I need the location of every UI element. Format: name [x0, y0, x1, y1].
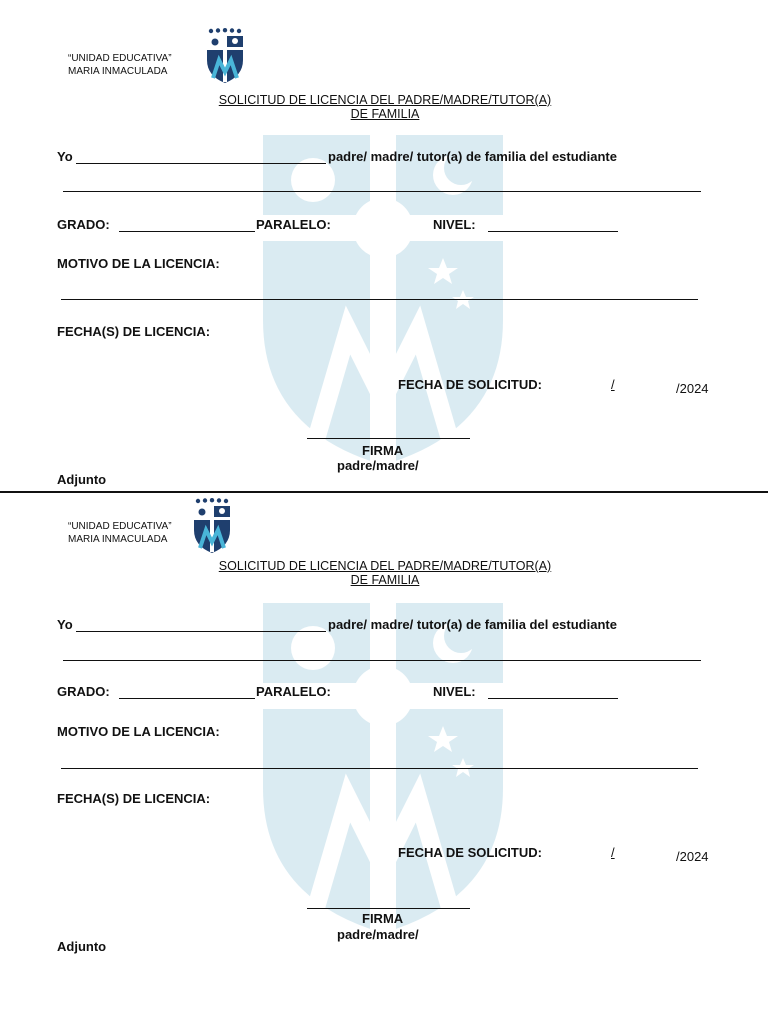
signature-line[interactable] [307, 908, 470, 909]
license-form-2 [0, 468, 768, 958]
nivel-label: NIVEL: [433, 217, 476, 232]
signature-line[interactable] [307, 438, 470, 439]
crest-watermark-icon [258, 130, 508, 470]
parent-phrase: padre/ madre/ tutor(a) de familia del estudiante [328, 149, 617, 164]
fecha-solicitud-label: FECHA DE SOLICITUD: [398, 377, 542, 392]
grado-field[interactable] [119, 698, 255, 699]
form-title-line1: SOLICITUD DE LICENCIA DEL PADRE/MADRE/TUTOR(A) [218, 93, 552, 107]
student-name-field[interactable] [63, 660, 701, 661]
nivel-field[interactable] [488, 698, 618, 699]
grado-label: GRADO: [57, 684, 110, 699]
form-title-line2: DE FAMILIA [350, 107, 420, 121]
firma-label: FIRMA [362, 443, 404, 458]
motivo-field[interactable] [61, 768, 698, 769]
firma-label: FIRMA [362, 911, 404, 926]
motivo-field[interactable] [61, 299, 698, 300]
date-year: /2024 [676, 849, 709, 864]
firma-sub-label: padre/madre/ [337, 458, 419, 473]
firma-sub-label: padre/madre/ [337, 927, 419, 942]
student-name-field[interactable] [63, 191, 701, 192]
date-slash[interactable]: / [611, 845, 615, 860]
paralelo-label: PARALELO: [256, 217, 331, 232]
fechas-label: FECHA(S) DE LICENCIA: [57, 324, 211, 339]
date-slash[interactable]: / [611, 377, 615, 392]
school-name: MARIA INMACULADA [68, 534, 168, 545]
license-form-1 [0, 0, 768, 490]
form-title [150, 93, 620, 121]
yo-label: Yo [57, 149, 73, 164]
motivo-label: MOTIVO DE LA LICENCIA: [57, 256, 220, 271]
nivel-field[interactable] [488, 231, 618, 232]
school-name-block [68, 520, 172, 546]
grado-field[interactable] [119, 231, 255, 232]
form-title [150, 559, 620, 587]
school-crest-icon [192, 498, 232, 554]
form-title-line1: SOLICITUD DE LICENCIA DEL PADRE/MADRE/TUTOR(A) [218, 559, 552, 573]
fechas-label: FECHA(S) DE LICENCIA: [57, 791, 211, 806]
motivo-label: MOTIVO DE LA LICENCIA: [57, 724, 220, 739]
fecha-solicitud-label: FECHA DE SOLICITUD: [398, 845, 542, 860]
school-quote: “UNIDAD EDUCATIVA” [68, 53, 172, 64]
date-year: /2024 [676, 381, 709, 396]
adjunto-label: Adjunto [57, 939, 107, 954]
school-name: MARIA INMACULADA [68, 66, 168, 77]
form-title-line2: DE FAMILIA [350, 573, 420, 587]
parent-phrase: padre/ madre/ tutor(a) de familia del estudiante [328, 617, 617, 632]
adjunto-label: Adjunto [57, 472, 107, 487]
grado-label: GRADO: [57, 217, 110, 232]
parent-name-field[interactable] [76, 631, 326, 632]
parent-name-field[interactable] [76, 163, 326, 164]
school-crest-icon [205, 28, 245, 84]
school-quote: “UNIDAD EDUCATIVA” [68, 521, 172, 532]
school-name-block [68, 52, 172, 78]
paralelo-label: PARALELO: [256, 684, 331, 699]
nivel-label: NIVEL: [433, 684, 476, 699]
yo-label: Yo [57, 617, 73, 632]
